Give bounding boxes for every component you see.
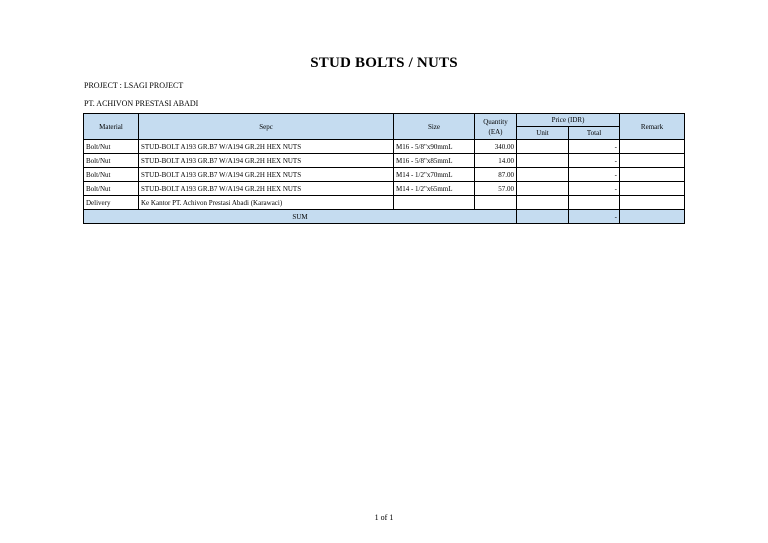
- cell-size: M14 - 1/2"x70mmL: [394, 168, 475, 182]
- cell-size: M16 - 5/8"x90mmL: [394, 140, 475, 154]
- cell-unit: [517, 168, 569, 182]
- header-material: Material: [84, 114, 139, 140]
- cell-quantity: 57.00: [475, 182, 517, 196]
- cell-material: Bolt/Nut: [84, 168, 139, 182]
- delivery-label: Delivery: [84, 196, 139, 210]
- page-indicator: 1 of 1: [374, 513, 394, 522]
- document-title: STUD BOLTS / NUTS: [310, 55, 458, 71]
- cell-quantity: 14.00: [475, 154, 517, 168]
- sum-label: SUM: [84, 210, 517, 224]
- sum-total: -: [569, 210, 620, 224]
- cell-material: Bolt/Nut: [84, 140, 139, 154]
- cell-size: M16 - 5/8"x85mmL: [394, 154, 475, 168]
- cell-spec: STUD-BOLT A193 GR.B7 W/A194 GR.2H HEX NUTS: [139, 154, 394, 168]
- bolts-nuts-table: [83, 113, 685, 224]
- header-size: Size: [394, 114, 475, 140]
- cell-total: -: [569, 168, 620, 182]
- delivery-row: [84, 196, 685, 210]
- project-line: PROJECT : LSAGI PROJECT: [84, 81, 184, 90]
- cell-remark: [620, 154, 685, 168]
- table-row: [84, 168, 685, 182]
- delivery-text: Ke Kantor PT. Achivon Prestasi Abadi (Karawaci): [139, 196, 394, 210]
- header-price: Price (IDR): [517, 114, 620, 127]
- header-total: Total: [569, 127, 620, 140]
- cell-material: Bolt/Nut: [84, 154, 139, 168]
- cell-unit: [517, 154, 569, 168]
- cell-unit: [517, 140, 569, 154]
- cell-quantity: 340.00: [475, 140, 517, 154]
- cell-remark: [620, 168, 685, 182]
- header-remark: Remark: [620, 114, 685, 140]
- cell-total: -: [569, 140, 620, 154]
- cell-spec: STUD-BOLT A193 GR.B7 W/A194 GR.2H HEX NUTS: [139, 168, 394, 182]
- cell-quantity: 87.00: [475, 168, 517, 182]
- cell-total: -: [569, 182, 620, 196]
- cell-size: M14 - 1/2"x65mmL: [394, 182, 475, 196]
- cell-remark: [620, 140, 685, 154]
- table-row: [84, 140, 685, 154]
- cell-total: -: [569, 154, 620, 168]
- header-unit: Unit: [517, 127, 569, 140]
- sum-row: [84, 210, 685, 224]
- header-quantity: Quantity (EA): [475, 114, 517, 140]
- company-line: PT. ACHIVON PRESTASI ABADI: [84, 99, 199, 108]
- table-row: [84, 182, 685, 196]
- cell-spec: STUD-BOLT A193 GR.B7 W/A194 GR.2H HEX NUTS: [139, 140, 394, 154]
- header-spec: Sepc: [139, 114, 394, 140]
- cell-remark: [620, 182, 685, 196]
- cell-material: Bolt/Nut: [84, 182, 139, 196]
- cell-spec: STUD-BOLT A193 GR.B7 W/A194 GR.2H HEX NUTS: [139, 182, 394, 196]
- table-row: [84, 154, 685, 168]
- cell-unit: [517, 182, 569, 196]
